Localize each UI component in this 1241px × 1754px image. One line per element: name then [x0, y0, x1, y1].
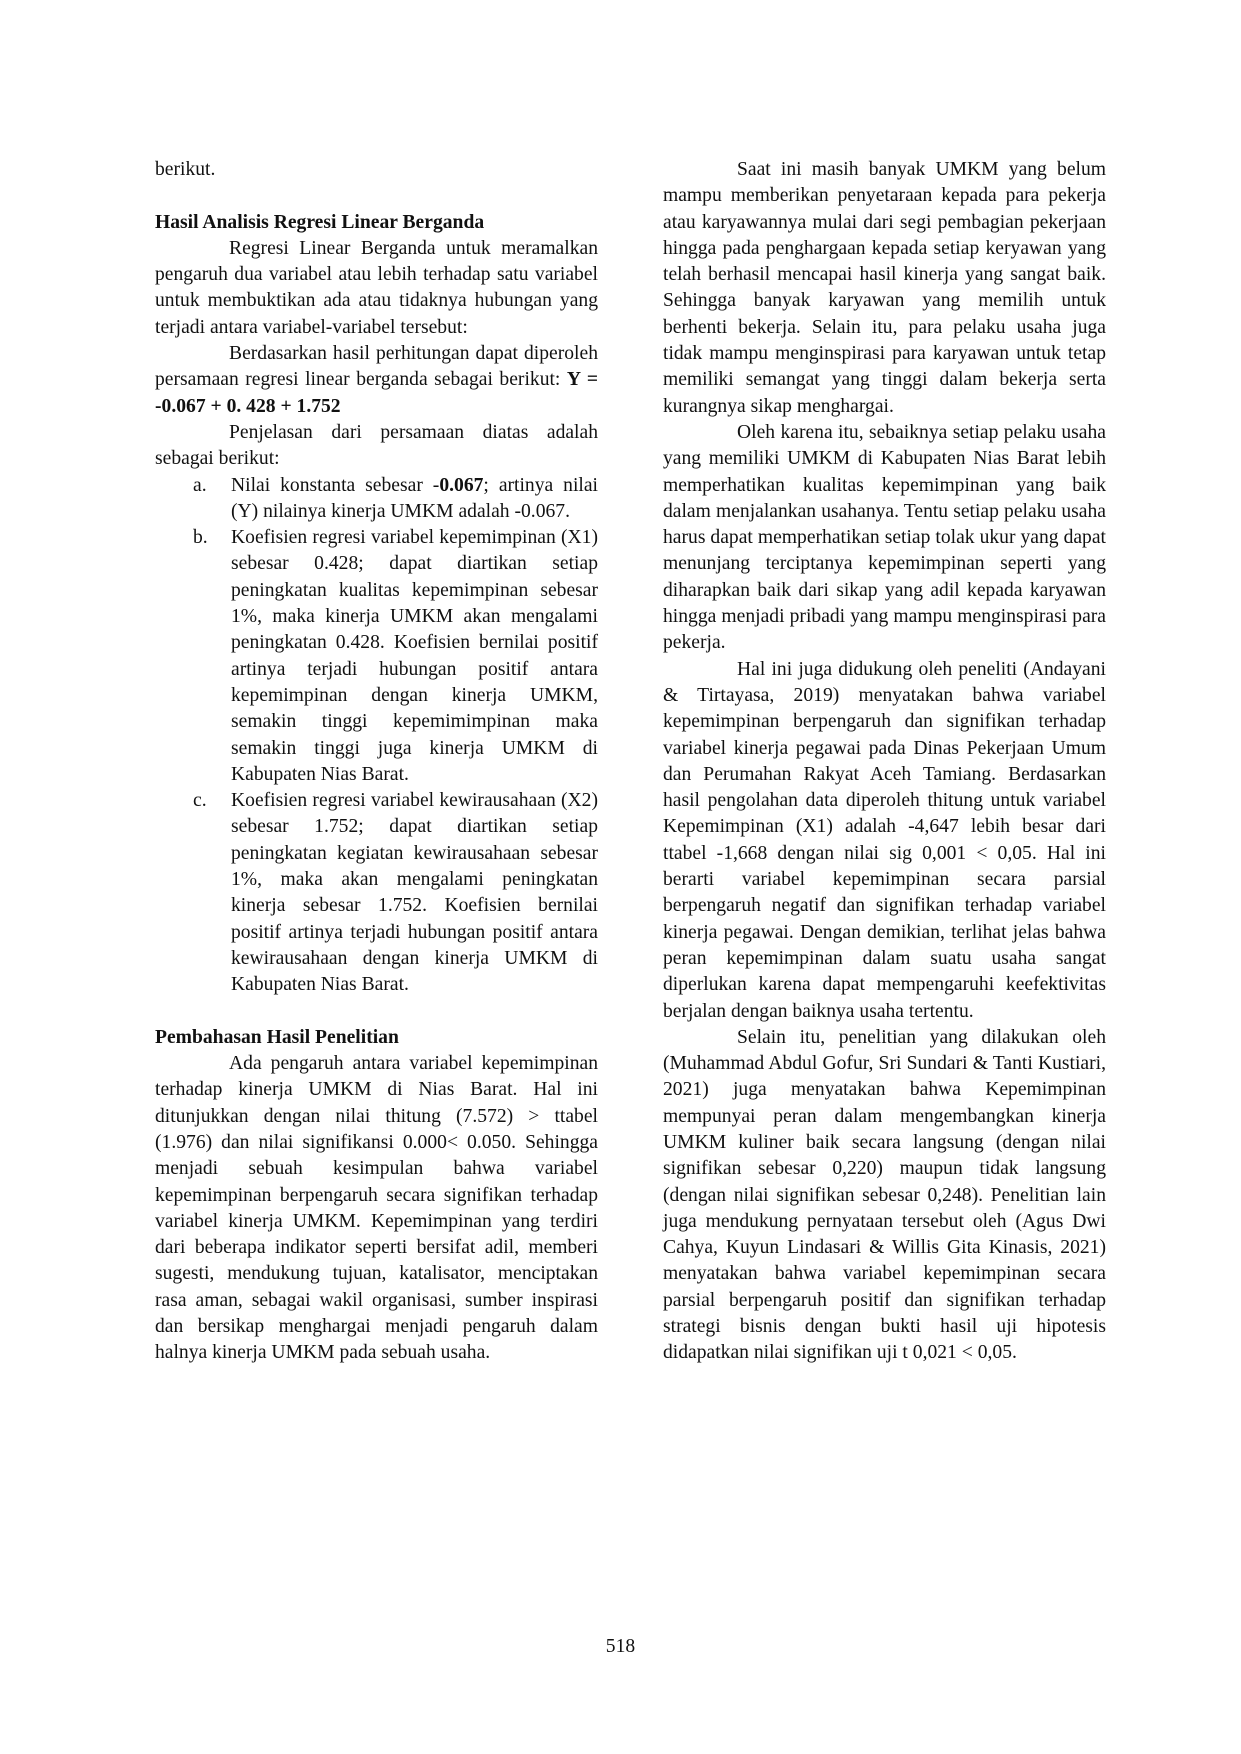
right-column — [663, 157, 1106, 1367]
explanation-list — [155, 473, 598, 999]
list-marker: c. — [193, 790, 207, 812]
equation-lead-text: Berdasarkan hasil perhitungan dapat diperoleh persamaan regresi linear berganda sebagai berikut: — [155, 343, 598, 391]
regression-equation: Y = -0.067 + 0. 428 + 1.752 — [155, 369, 598, 417]
page-number: 518 — [605, 1636, 636, 1657]
list-marker: b. — [193, 527, 208, 549]
section-heading-discussion: Pembahasan Hasil Penelitian — [155, 1026, 399, 1048]
list-item-text-pre: Nilai konstanta sebesar - — [231, 474, 440, 496]
paragraph-regression-equation — [155, 341, 598, 420]
paragraph-supporting-study-1: Hal ini juga didukung oleh peneliti (Andayani & Tirtayasa, 2019) menyatakan bahwa variabel kepemimpinan berpengaruh dan signifikan terhadap variabel kinerja pegawai pada Dinas Pekerjaan Umum dan Perumahan Rakyat Aceh Tamiang. Berdasarkan hasil pengolahan data diperoleh thitung untuk variabel Kepemimpinan (X1) adalah -4,647 lebih besar dari ttabel -1,668 dengan nilai sig 0,001 < 0,05. Hal ini berarti variabel kepemimpinan secara parsial berpengaruh negatif dan signifikan terhadap variabel kinerja pegawai. Dengan demikian, terlihat jelas bahwa peran kepemimpinan dalam suatu usaha sangat diperlukan karena dapat mempengaruhi keefektivitas berjalan dengan baiknya usaha tertentu. — [663, 658, 1106, 1022]
list-marker: a. — [193, 474, 207, 496]
list-item — [155, 788, 598, 998]
constant-value: 0.067 — [439, 474, 484, 496]
list-item — [155, 525, 598, 788]
intro-tail: berikut. — [155, 159, 216, 180]
left-column — [155, 157, 598, 1367]
spacer — [155, 999, 598, 1025]
list-item-text: Koefisien regresi variabel kepemimpinan (X1) sebesar 0.428; dapat diartikan setiap peningkatan kualitas kepemimpinan sebesar 1%, maka kinerja UMKM akan mengalami peningkatan 0.428. Koefisien bernilai positif artinya terjadi hubungan positif antara kepemimpinan dengan kinerja UMKM, semakin tinggi kepemimimpinan maka semakin tinggi juga kinerja UMKM di Kabupaten Nias Barat. — [231, 527, 598, 785]
paragraph-supporting-study-2: Selain itu, penelitian yang dilakukan oleh (Muhammad Abdul Gofur, Sri Sundari & Tanti Kustiari, 2021) juga menyatakan bahwa Kepemimpinan mempunyai peran dalam mengembangkan kinerja UMKM kuliner baik secara langsung (dengan nilai signifikan sebesar 0,220) maupun tidak langsung (dengan nilai signifikan sebesar 0,248). Penelitian lain juga mendukung pernyataan tersebut oleh (Agus Dwi Cahya, Kuyun Lindasari & Willis Gita Kinasis, 2021) menyatakan bahwa variabel kepemimpinan secara parsial berpengaruh positif dan signifikan terhadap strategi bisnis dengan bukti hasil uji hipotesis didapatkan nilai signifikan uji t 0,021 < 0,05. — [663, 1026, 1106, 1364]
paragraph-umkm-condition: Saat ini masih banyak UMKM yang belum mampu memberikan penyetaraan kepada para pekerja atau karyawannya mulai dari segi pembagian pekerjaan hingga pada penghargaan kepada setiap keryawan yang telah berhasil mencapai hasil kinerja yang sangat baik. Sehingga banyak karyawan yang memilih untuk berhenti bekerja. Selain itu, para pelaku usaha juga tidak mampu menginspirasi para karyawan untuk tetap memiliki semangat yang tinggi dalam bekerja serta kurangnya sikap menghargai. — [663, 159, 1106, 417]
spacer — [155, 183, 598, 209]
paragraph-recommendation: Oleh karena itu, sebaiknya setiap pelaku usaha yang memiliki UMKM di Kabupaten Nias Barat lebih memperhatikan kualitas kepemimpinan yang baik dalam menjalankan usahanya. Tentu setiap pelaku usaha harus dapat memperhatikan setiap tolak ukur yang dapat menunjang terciptanya kepemimpinan seperti yang diharapkan baik dari sikap yang adil kepada karyawan hingga menjadi pribadi yang mampu menginspirasi para pekerja. — [663, 421, 1106, 654]
section-heading-regression: Hasil Analisis Regresi Linear Berganda — [155, 211, 485, 233]
paragraph-explanation-intro: Penjelasan dari persamaan diatas adalah sebagai berikut: — [155, 421, 598, 470]
list-item — [155, 473, 598, 526]
list-item-text-post: ; artinya nilai (Y) nilainya kinerja UMKM adalah -0.067. — [231, 474, 598, 522]
paragraph-discussion: Ada pengaruh antara variabel kepemimpinan terhadap kinerja UMKM di Nias Barat. Hal ini ditunjukkan dengan nilai thitung (7.572) > ttabel (1.976) dan nilai signifikansi 0.000< 0.050. Sehingga menjadi sebuah kesimpulan bahwa variabel kepemimpinan berpengaruh secara signifikan terhadap variabel kinerja UMKM. Kepemimpinan yang terdiri dari beberapa indikator seperti bersifat adil, memberi sugesti, mendukung tujuan, katalisator, menciptakan rasa aman, sebagai wakil organisasi, sumber inspirasi dan bersikap menghargai menjadi pengaruh dalam halnya kinerja UMKM pada sebuah usaha. — [155, 1053, 598, 1364]
paragraph-regression-intro: Regresi Linear Berganda untuk meramalkan pengaruh dua variabel atau lebih terhadap satu variabel untuk membuktikan ada atau tidaknya hubungan yang terjadi antara variabel-variabel tersebut: — [155, 237, 598, 338]
list-item-text: Koefisien regresi variabel kewirausahaan (X2) sebesar 1.752; dapat diartikan setiap peningkatan kegiatan kewirausahaan sebesar 1%, maka akan mengalami peningkatan kinerja sebesar 1.752. Koefisien bernilai positif artinya terjadi hubungan positif antara kewirausahaan dengan kinerja UMKM di Kabupaten Nias Barat. — [231, 790, 598, 996]
